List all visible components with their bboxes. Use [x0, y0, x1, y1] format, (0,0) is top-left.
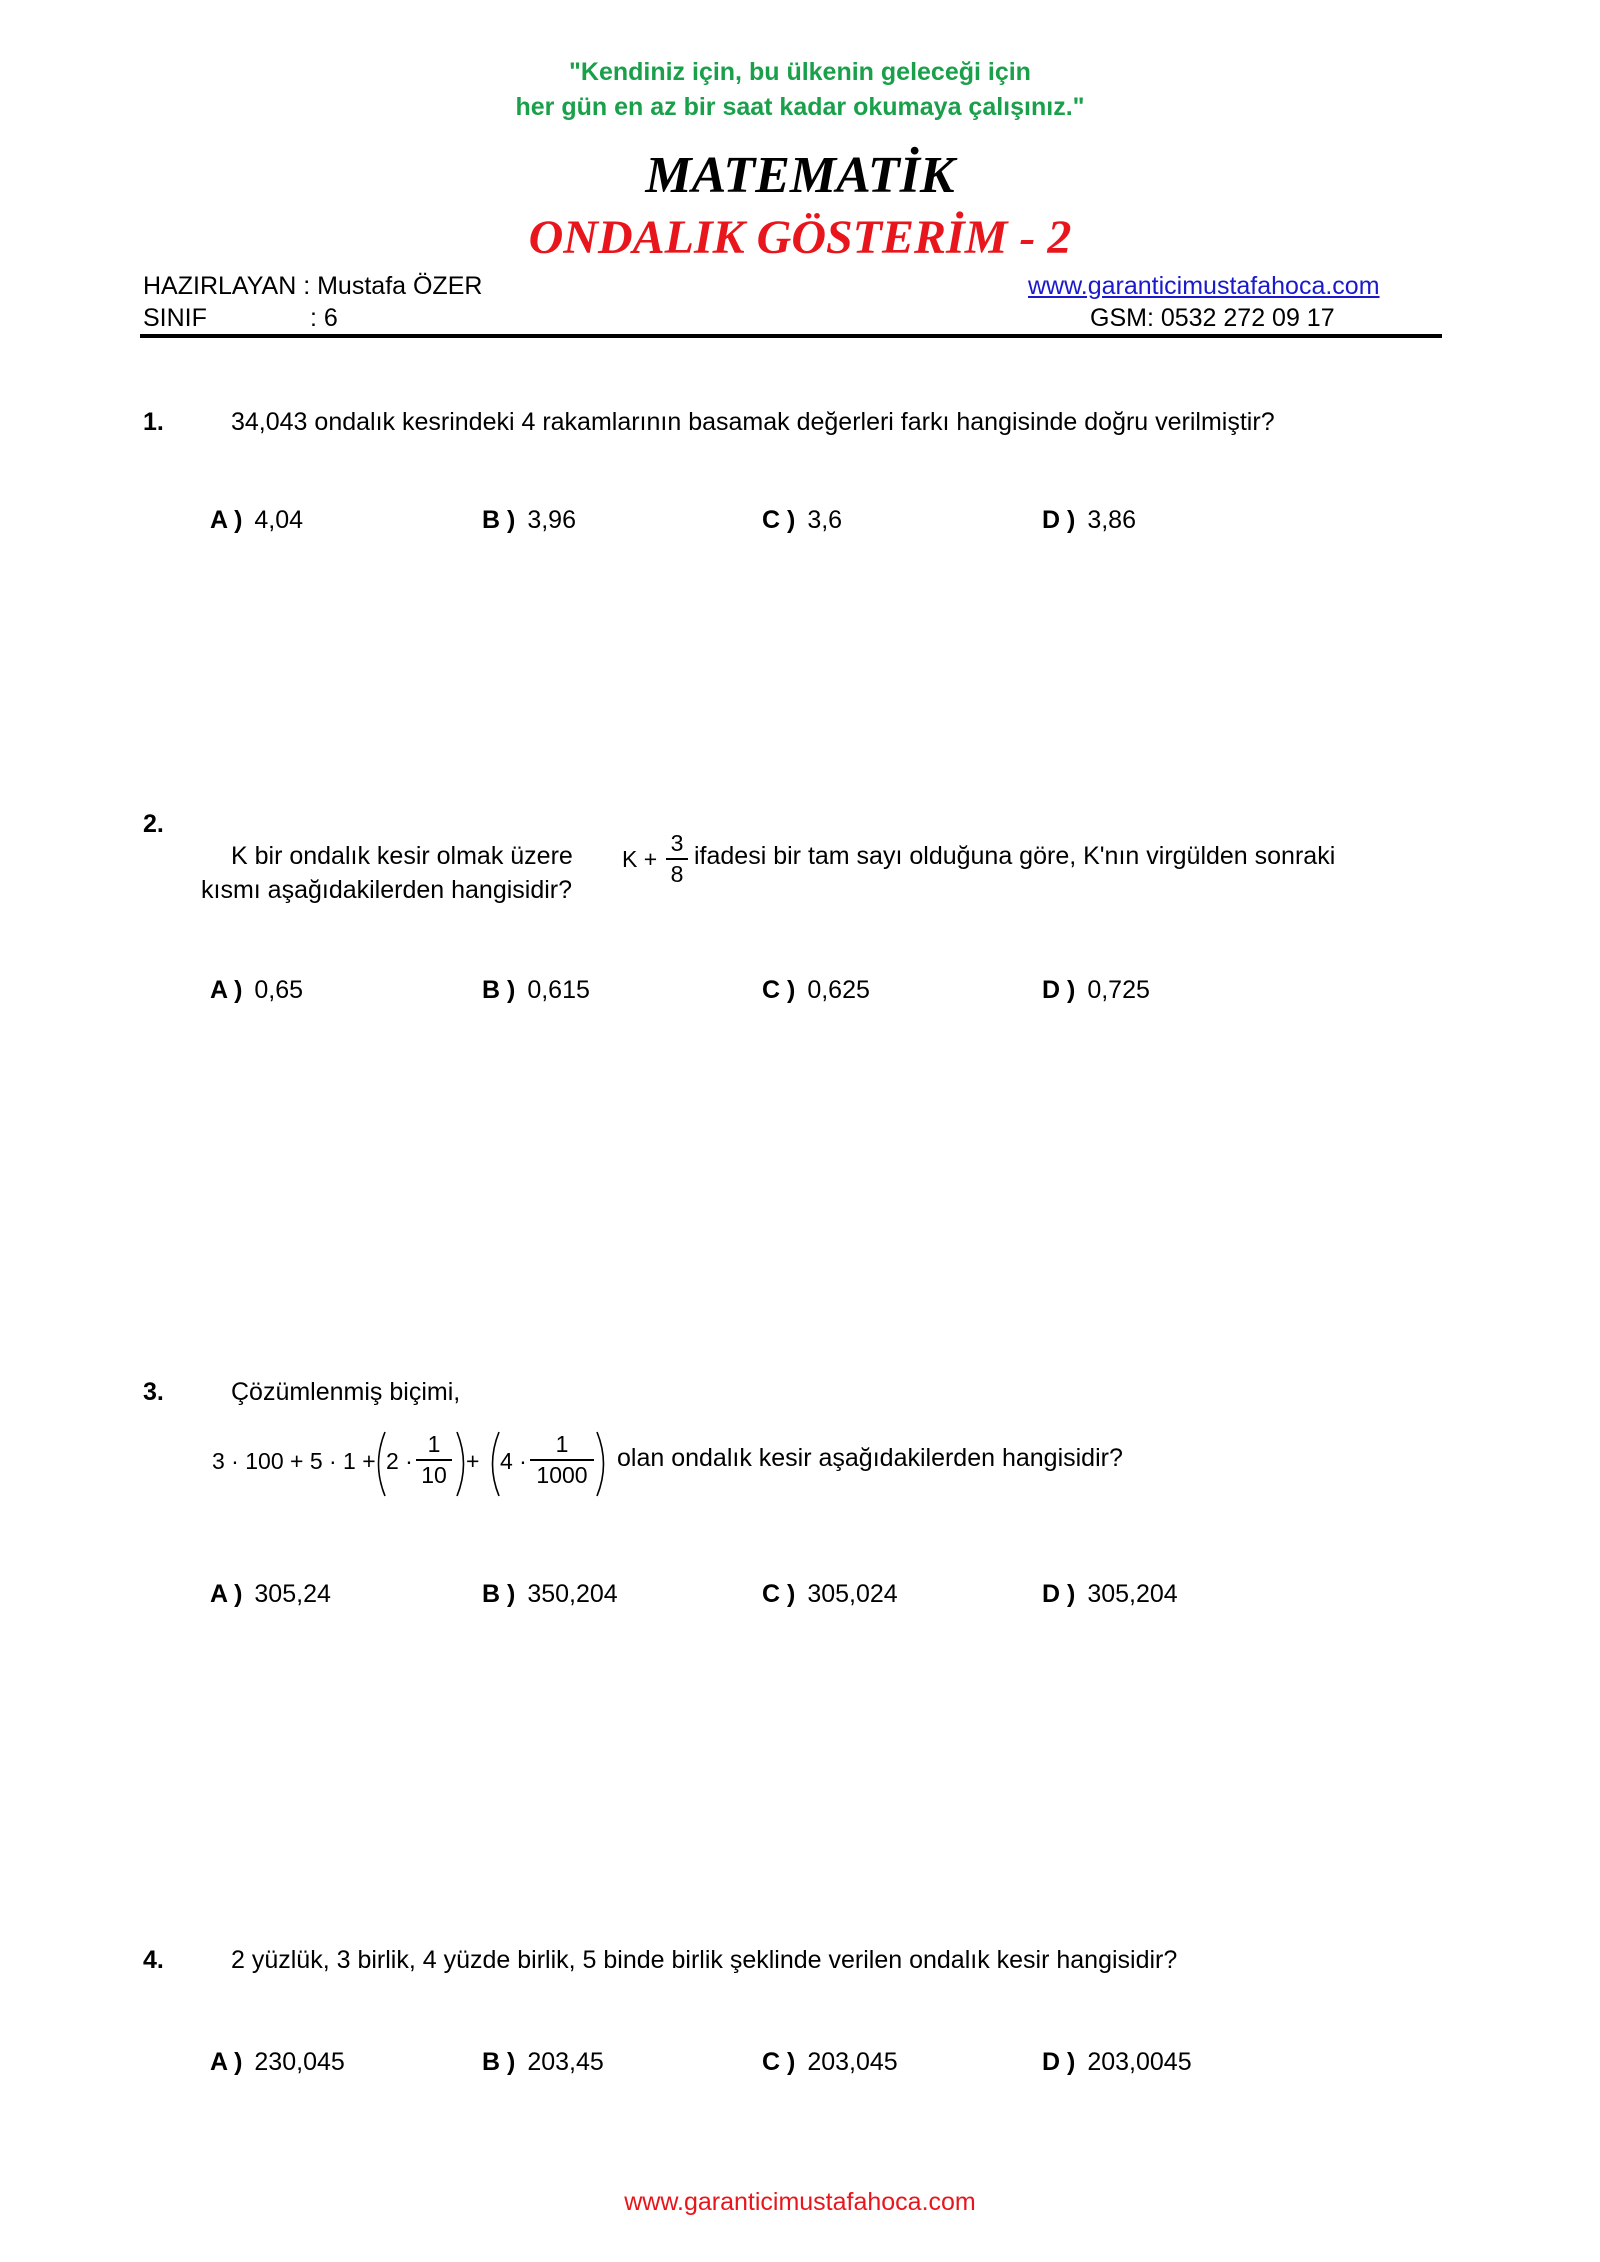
option-label: B )	[482, 2048, 516, 2076]
fraction-denominator: 8	[670, 860, 684, 887]
option-label: C )	[762, 2048, 796, 2076]
fraction-1-10	[416, 1431, 452, 1489]
option-label: A )	[210, 506, 243, 534]
option-d[interactable]	[1042, 1580, 1178, 1609]
option-d[interactable]	[1042, 2048, 1192, 2077]
option-d[interactable]	[1042, 506, 1136, 535]
option-value: 0,625	[807, 976, 870, 1004]
question-text-part-3: kısmı aşağıdakilerden hangisidir?	[201, 876, 573, 904]
option-c[interactable]	[762, 2048, 898, 2077]
topic-title: ONDALIK GÖSTERİM - 2	[528, 211, 1072, 264]
option-value: 0,65	[254, 976, 304, 1004]
option-b[interactable]	[482, 1580, 618, 1609]
header-website-link[interactable]: www.garanticimustafahoca.com	[1028, 272, 1380, 300]
option-value: 0,725	[1087, 976, 1150, 1004]
fraction-numerator: 1	[555, 1431, 569, 1457]
question-text-part-1: K bir ondalık kesir olmak üzere	[231, 842, 573, 870]
fraction-numerator: 3	[670, 830, 684, 856]
option-value: 3,6	[807, 506, 843, 534]
option-label: C )	[762, 506, 796, 534]
option-label: B )	[482, 976, 516, 1004]
option-a[interactable]	[210, 976, 303, 1005]
option-label: C )	[762, 976, 796, 1004]
math-k-plus: K +	[622, 846, 658, 872]
option-label: D )	[1042, 506, 1076, 534]
option-c[interactable]	[762, 1580, 898, 1609]
fraction-denominator: 1000	[536, 1461, 588, 1488]
question-text-part-2: ifadesi bir tam sayı olduğuna göre, K'nın virgülden sonraki	[694, 842, 1336, 870]
footer-website-link[interactable]: www.garanticimustafahoca.com	[624, 2188, 976, 2216]
option-b[interactable]	[482, 976, 590, 1005]
option-c[interactable]	[762, 976, 870, 1005]
fraction-1-1000	[530, 1431, 594, 1489]
question-number: 2.	[143, 810, 164, 838]
question-text-part-2: olan ondalık kesir aşağıdakilerden hangisidir?	[617, 1444, 1123, 1472]
option-d[interactable]	[1042, 976, 1150, 1005]
option-value: 203,45	[527, 2048, 604, 2076]
phone-number: GSM: 0532 272 09 17	[1090, 304, 1335, 332]
option-value: 230,045	[254, 2048, 345, 2076]
question-text: 34,043 ondalık kesrindeki 4 rakamlarının basamak değerleri farkı hangisinde doğru verilmiştir?	[231, 408, 1275, 436]
expression-plus: +	[466, 1448, 480, 1474]
option-c[interactable]	[762, 506, 842, 535]
right-paren-2	[594, 1430, 612, 1498]
question-number: 3.	[143, 1378, 164, 1406]
class-label: SINIF	[143, 304, 207, 332]
fraction-denominator: 10	[421, 1461, 447, 1488]
motto-line-2: her gün en az bir saat kadar okumaya çalışınız."	[515, 93, 1085, 121]
option-value: 0,615	[527, 976, 590, 1004]
subject-title: MATEMATİK	[645, 147, 955, 204]
fraction-numerator: 1	[427, 1431, 441, 1457]
option-value: 305,204	[1087, 1580, 1178, 1608]
option-label: B )	[482, 506, 516, 534]
fraction-bar	[530, 1459, 594, 1461]
option-label: B )	[482, 1580, 516, 1608]
fraction-bar	[416, 1459, 452, 1461]
option-value: 305,024	[807, 1580, 898, 1608]
option-value: 3,86	[1087, 506, 1136, 534]
question-text: 2 yüzlük, 3 birlik, 4 yüzde birlik, 5 binde birlik şeklinde verilen ondalık kesir hangisidir?	[231, 1946, 1178, 1974]
option-value: 350,204	[527, 1580, 618, 1608]
header-divider	[140, 334, 1442, 338]
option-value: 203,045	[807, 2048, 898, 2076]
option-label: A )	[210, 1580, 243, 1608]
question-number: 4.	[143, 1946, 164, 1974]
question-number: 1.	[143, 408, 164, 436]
option-label: D )	[1042, 976, 1076, 1004]
option-label: A )	[210, 2048, 243, 2076]
option-value: 305,24	[254, 1580, 331, 1608]
expression-two: 2 ·	[386, 1448, 413, 1474]
question-text-part-1: Çözümlenmiş biçimi,	[231, 1378, 461, 1406]
class-value: : 6	[310, 304, 338, 332]
option-b[interactable]	[482, 506, 576, 535]
fraction-3-8	[666, 830, 688, 888]
fraction-bar	[666, 858, 688, 860]
option-label: D )	[1042, 1580, 1076, 1608]
option-a[interactable]	[210, 506, 303, 535]
option-a[interactable]	[210, 2048, 345, 2077]
option-b[interactable]	[482, 2048, 604, 2077]
option-label: C )	[762, 1580, 796, 1608]
author-label: HAZIRLAYAN : Mustafa ÖZER	[143, 272, 483, 300]
option-value: 3,96	[527, 506, 576, 534]
option-value: 203,0045	[1087, 2048, 1192, 2076]
expression-start: 3 · 100 + 5 · 1 +	[212, 1448, 376, 1474]
expression-four: 4 ·	[500, 1448, 527, 1474]
option-label: D )	[1042, 2048, 1076, 2076]
option-a[interactable]	[210, 1580, 331, 1609]
option-label: A )	[210, 976, 243, 1004]
option-value: 4,04	[254, 506, 304, 534]
motto-line-1: "Kendiniz için, bu ülkenin geleceği için	[569, 58, 1031, 86]
